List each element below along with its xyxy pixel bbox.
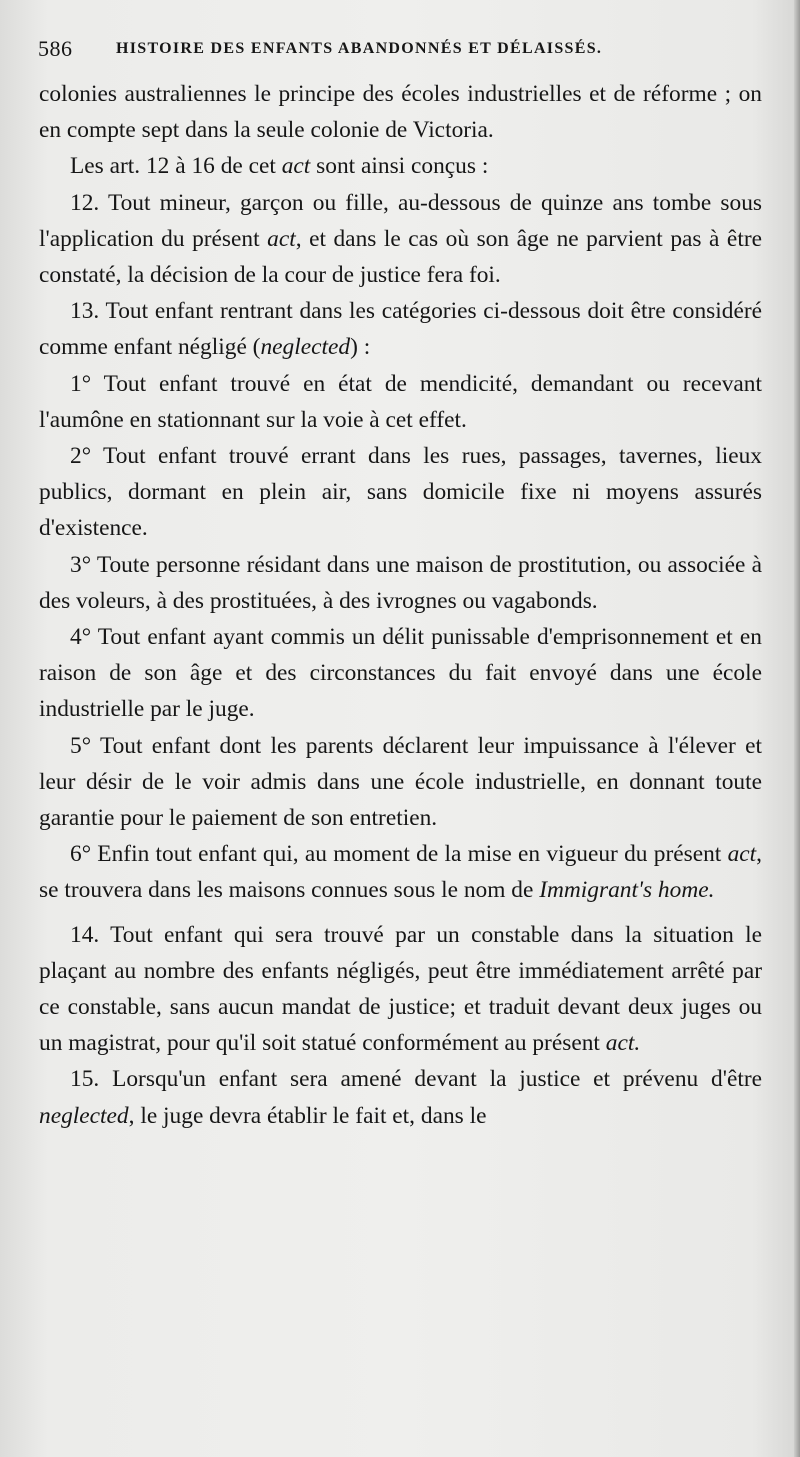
italic-term: neglected <box>260 334 351 361</box>
text-run: 6° Enfin tout enfant qui, au moment de la mise en vigueur du présent <box>70 841 728 868</box>
italic-term: act <box>267 225 296 252</box>
text-run: 2° Tout enfant trouvé errant dans les rues, passages, tavernes, lieux publics, dormant en plein air, sans domicile fixe ni moyens assurés d'existence. <box>39 443 762 542</box>
page-edge-shadow <box>794 0 800 1457</box>
text-run: sont ainsi conçus : <box>310 153 489 180</box>
paragraph-p1 <box>39 148 762 184</box>
italic-term: act. <box>605 1030 641 1057</box>
paragraph-p2 <box>39 185 762 294</box>
text-run: , et dans le cas où son âge ne parvient pas à être constaté, la décision de la cour de justice fera foi. <box>39 225 762 289</box>
paragraph-p10 <box>39 917 762 1062</box>
paragraph-gap <box>39 909 762 917</box>
paragraph-p8 <box>39 728 762 837</box>
paragraph-p9 <box>39 836 762 908</box>
italic-term: act <box>281 153 311 180</box>
italic-term: act <box>727 841 757 868</box>
running-title: HISTOIRE DES ENFANTS ABANDONNÉS ET DÉLAISSÉS. <box>116 40 603 57</box>
text-run: Les art. 12 à 16 de cet <box>70 153 282 180</box>
text-run: 3° Toute personne résidant dans une maison de prostitution, ou associée à des voleurs, à des prostituées, à des ivrognes ou vagabonds. <box>39 551 762 614</box>
paragraph-p3 <box>39 293 762 365</box>
italic-term: Immigrant's home. <box>539 877 715 904</box>
text-run: 13. Tout enfant rentrant dans les catégories ci-dessous doit être considéré comme enfant négligé ( <box>39 298 762 361</box>
text-run: , le juge devra établir le fait et, dans le <box>128 1102 487 1129</box>
text-run: ) : <box>350 334 371 361</box>
paragraph-p4 <box>39 366 762 438</box>
italic-term: neglected <box>39 1102 129 1129</box>
text-run: 15. Lorsqu'un enfant sera amené devant la justice et prévenu d'être <box>70 1066 762 1093</box>
paragraph-p6 <box>39 547 762 619</box>
text-run: 1° Tout enfant trouvé en état de mendicité, demandant ou recevant l'aumône en stationnant sur la voie à cet effet. <box>39 370 762 433</box>
paragraph-p5 <box>39 438 762 547</box>
text-run: 4° Tout enfant ayant commis un délit punissable d'emprisonnement et en raison de son âge et des circonstances du fait envoyé dans une école industrielle par le juge. <box>39 624 762 723</box>
text-run: 12. Tout mineur, garçon ou fille, au-dessous de quinze ans tombe sous l'application du présent <box>39 189 762 252</box>
page-number: 586 <box>38 36 73 61</box>
text-run: colonies australiennes le principe des écoles industrielles et de réforme ; on en compte sept dans la seule colonie de Victoria. <box>39 81 762 144</box>
paragraph-p11 <box>39 1061 762 1133</box>
page-header <box>38 34 758 70</box>
text-run: , se trouvera dans les maisons connues sous le nom de <box>39 841 762 904</box>
text-run: 5° Tout enfant dont les parents déclarent leur impuissance à l'élever et leur désir de le voir admis dans une école industrielle, en donnant toute garantie pour le paiement de son entretien. <box>39 732 762 832</box>
paragraph-p7 <box>39 619 762 728</box>
paragraph-p0 <box>39 76 762 148</box>
text-run: 14. Tout enfant qui sera trouvé par un constable dans la situation le plaçant au nombre des enfants négligés, peut être immédiatement arrêté par ce constable, sans aucun mandat de justice; et traduit devant deux juges ou un magistrat, pour qu'il soit statué conformément au présent <box>39 921 762 1057</box>
body-text <box>39 76 762 1134</box>
